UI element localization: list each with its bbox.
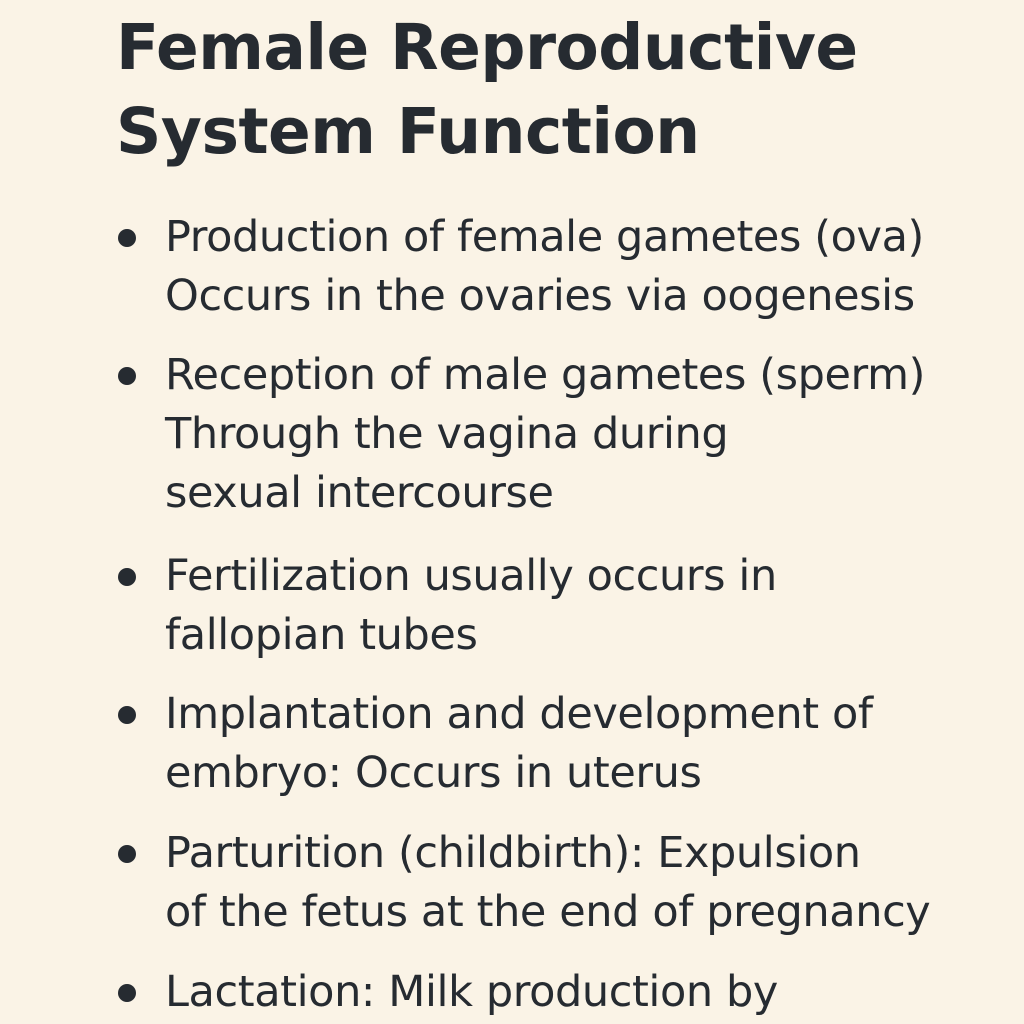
list-item-text [165,208,985,326]
list-item-line: embryo: Occurs in uterus [165,748,702,798]
list-item-line: sexual intercourse [165,468,554,518]
list-item-line: Occurs in the ovaries via oogenesis [165,271,915,321]
list-item-line: fallopian tubes [165,610,478,660]
bullet-icon [118,706,136,724]
list-item-line: Through the vagina during [165,409,729,459]
list-item-line: Production of female gametes (ova) [165,212,924,262]
title-line-1: Female Reproductive [116,11,858,84]
bullet-icon [118,845,136,863]
bullet-icon [118,367,136,385]
list-item-text [165,685,985,803]
bullet-icon [118,229,136,247]
list-item-line: Parturition (childbirth): Expulsion [165,828,861,878]
list-item-line: Implantation and development of [165,689,873,739]
title-line-2: System Function [116,95,700,168]
list-item-text [165,963,985,1022]
list-item-text [165,824,985,942]
list-item-line: Fertilization usually occurs in [165,551,777,601]
bullet-icon [118,984,136,1002]
list-item-line: Lactation: Milk production by [165,967,778,1017]
list-item-text [165,547,985,665]
list-item-line: of the fetus at the end of pregnancy [165,887,931,937]
bullet-icon [118,568,136,586]
list-item-text [165,346,985,523]
list-item-line: Reception of male gametes (sperm) [165,350,925,400]
